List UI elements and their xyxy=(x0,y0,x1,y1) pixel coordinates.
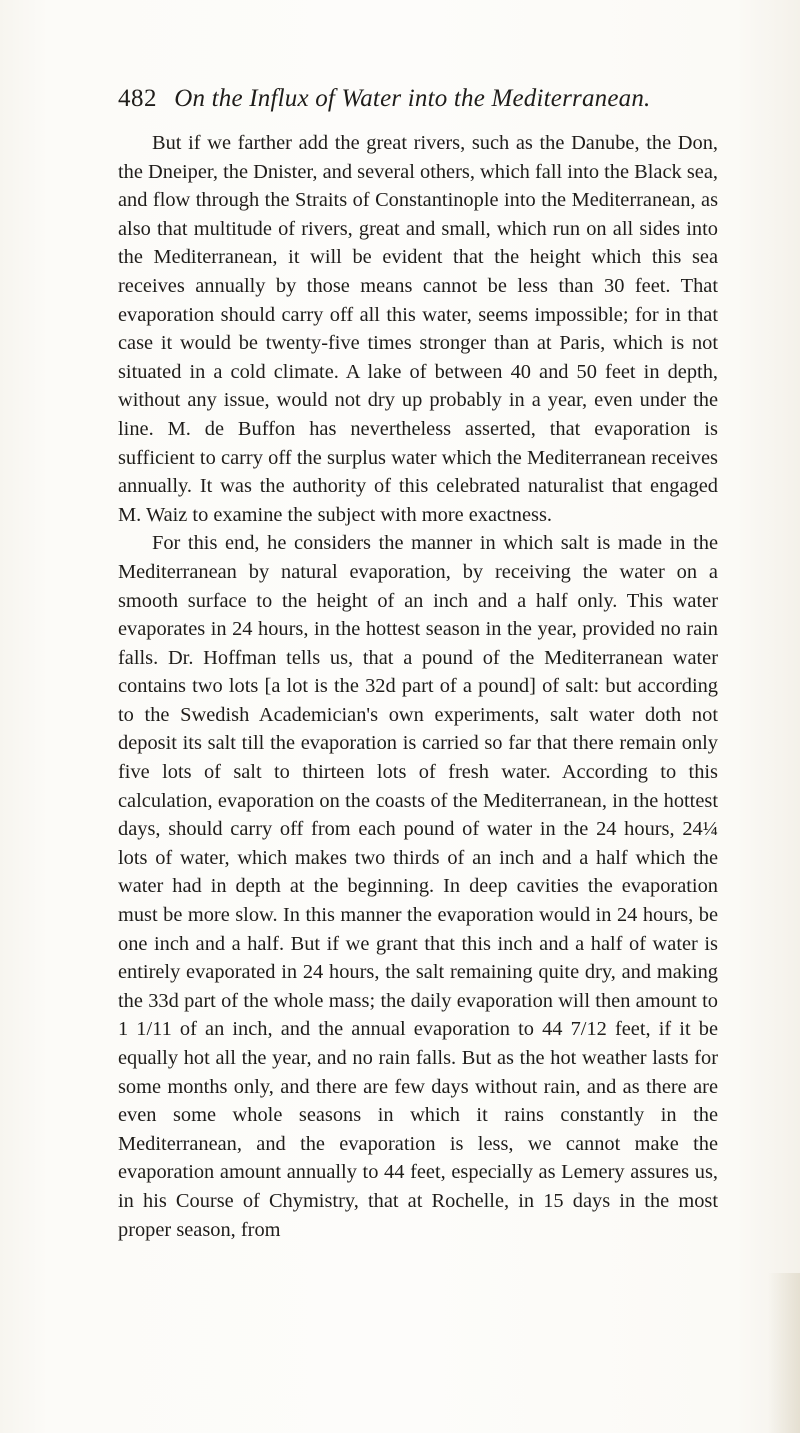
paragraph-2: For this end, he considers the manner in which salt is made in the Mediterranean by natural evaporation, by receiving the water on a smooth surface to the height of an inch and a half only. This water evaporates in 24 hours, in the hottest season in the year, provided no rain falls. Dr. Hoffman tells us, that a pound of the Mediterranean water contains two lots [a lot is the 32d part of a pound] of salt: but according to the Swedish Academician's own experiments, salt water doth not deposit its salt till the evaporation is carried so far that there remain only five lots of salt to thirteen lots of fresh water. According to this calculation, evaporation on the coasts of the Mediterranean, in the hottest days, should carry off from each pound of water in the 24 hours, 24¼ lots of water, which makes two thirds of an inch and a half which the water had in depth at the beginning. In deep cavities the evaporation must be more slow. In this manner the evaporation would in 24 hours, be one inch and a half. But if we grant that this inch and a half of water is entirely evaporated in 24 hours, the salt remaining quite dry, and making the 33d part of the whole mass; the daily evaporation will then amount to 1 1/11 of an inch, and the annual evaporation to 44 7/12 feet, if it be equally hot all the year, and no rain falls. But as the hot weather lasts for some months only, and there are few days without rain, and as there are even some whole seasons in which it rains constantly in the Mediterranean, and the evaporation is less, we cannot make the evaporation amount annually to 44 feet, especially as Lemery assures us, in his Course of Chymistry, that at Rochelle, in 15 days in the most proper season, from xyxy=(118,532,718,1241)
body-text xyxy=(118,129,718,1244)
page-number: 482 xyxy=(118,85,157,112)
running-head xyxy=(118,82,718,116)
page-edge-shadow xyxy=(768,1273,800,1433)
running-title: On the Influx of Water into the Mediterranean. xyxy=(174,85,651,112)
paragraph-1: But if we farther add the great rivers, such as the Danube, the Don, the Dneiper, the Dnister, and several others, which fall into the Black sea, and flow through the Straits of Constantinople into the Mediterranean, as also that multitude of rivers, great and small, which run on all sides into the Mediterranean, it will be evident that the height which this sea receives annually by those means cannot be less than 30 feet. That evaporation should carry off all this water, seems impossible; for in that case it would be twenty-five times stronger than at Paris, which is not situated in a cold climate. A lake of between 40 and 50 feet in depth, without any issue, would not dry up probably in a year, even under the line. M. de Buffon has nevertheless asserted, that evaporation is sufficient to carry off the surplus water which the Mediterranean receives annually. It was the authority of this celebrated naturalist that engaged M. Waiz to examine the subject with more exactness. xyxy=(118,132,718,526)
